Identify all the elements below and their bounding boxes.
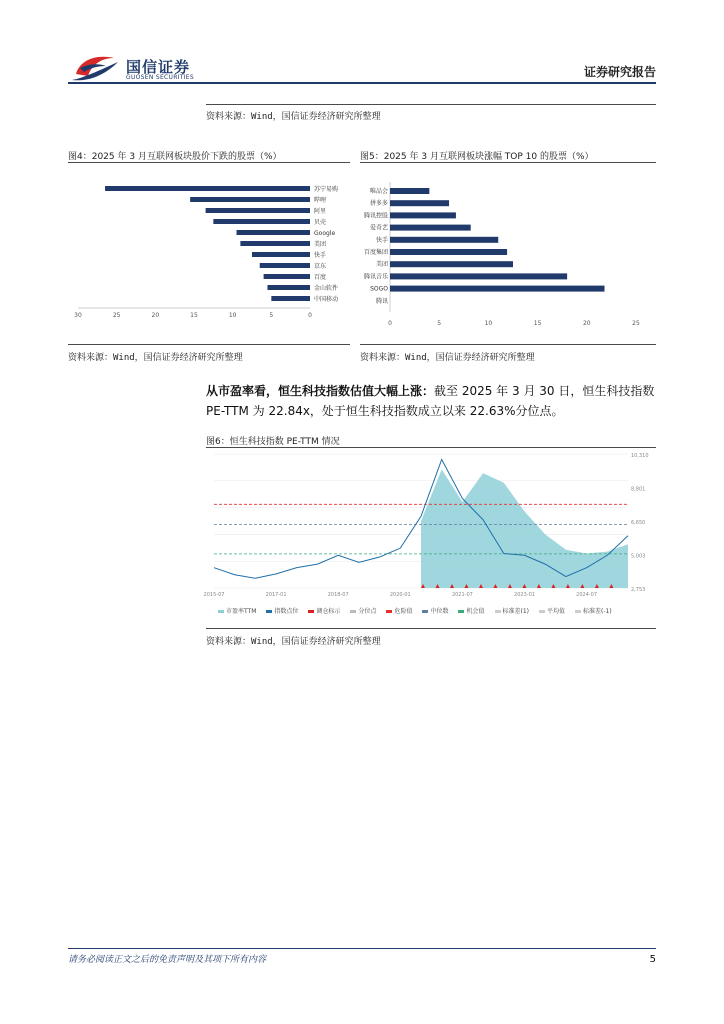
category-label: 腾讯音乐 <box>363 273 388 281</box>
bar <box>390 225 471 231</box>
legend-label: 危险值 <box>394 608 413 615</box>
tick-label: 10,310 <box>631 453 649 459</box>
legend-swatch <box>386 610 392 613</box>
tick-label: 2023-01 <box>514 592 535 598</box>
legend-item <box>218 608 256 615</box>
brand-name: 国信证券 <box>126 58 191 76</box>
legend-label: 中位数 <box>430 608 449 615</box>
legend-label: 市盈率TTM <box>226 608 257 615</box>
category-label: 美团 <box>375 261 388 269</box>
legend-item <box>539 608 565 615</box>
category-label: 唯品会 <box>369 188 388 195</box>
category-label: 快手 <box>314 252 327 259</box>
category-label: 拼多多 <box>369 200 388 208</box>
legend-swatch <box>575 610 581 613</box>
tick-label: 0 <box>388 320 392 327</box>
tick-label: 20 <box>582 320 591 327</box>
legend-swatch <box>422 610 428 613</box>
disclaimer: 请务必阅读正文之后的免责声明及其项下所有内容 <box>68 955 267 965</box>
divider <box>206 447 656 448</box>
category-label: 腾讯控股 <box>363 212 388 220</box>
tick-label: 8,801 <box>631 486 646 493</box>
legend-label: 标准差(1) <box>502 608 529 615</box>
divider <box>360 162 656 163</box>
bar <box>252 252 310 257</box>
bar <box>390 212 456 218</box>
bar <box>260 263 310 268</box>
legend-item <box>386 608 412 615</box>
figure-4-source: 资料来源：Wind，国信证券经济研究所整理 <box>68 353 243 363</box>
figure-4-chart <box>68 180 350 322</box>
tick-label: 6,650 <box>631 520 646 526</box>
category-label: 中国移动 <box>314 296 339 303</box>
tick-label: 2017-01 <box>265 592 287 598</box>
legend-item <box>308 608 340 615</box>
legend-swatch <box>495 610 501 613</box>
category-label: 爱奇艺 <box>369 224 388 232</box>
tick-label: 2021-07 <box>451 592 473 598</box>
legend-label: 机会值 <box>466 608 485 615</box>
category-label: 苏宁易购 <box>314 186 339 193</box>
tick-label: 15 <box>190 312 198 319</box>
divider <box>360 344 656 345</box>
legend-item <box>495 608 530 615</box>
legend-item <box>422 608 448 615</box>
legend-swatch <box>308 610 314 613</box>
figure-6-legend <box>218 606 622 615</box>
bar <box>267 285 310 290</box>
category-label: 贝壳 <box>314 219 327 226</box>
legend-swatch <box>458 610 464 613</box>
category-label: 阿里 <box>314 208 327 215</box>
header-divider <box>68 82 656 84</box>
category-label: 美团 <box>314 241 327 248</box>
legend-swatch <box>266 610 272 613</box>
bar <box>213 219 310 224</box>
bar <box>390 261 513 267</box>
figure-5-source: 资料来源：Wind，国信证券经济研究所整理 <box>360 353 535 363</box>
legend-item <box>350 608 376 615</box>
tick-label: 5 <box>437 320 442 327</box>
divider <box>206 628 656 629</box>
body-paragraph <box>206 381 656 421</box>
category-label: 快手 <box>375 236 388 244</box>
tick-label: 2024-07 <box>576 592 598 598</box>
category-label: 百度 <box>314 274 327 281</box>
category-label: 百度集团 <box>363 249 388 256</box>
tick-label: 10 <box>484 320 493 327</box>
divider <box>68 344 350 345</box>
bar <box>390 249 507 255</box>
bar <box>237 230 310 235</box>
bar <box>390 188 429 194</box>
bar <box>390 273 567 279</box>
legend-swatch <box>539 610 545 613</box>
bar <box>271 296 310 301</box>
tick-label: 30 <box>74 312 82 319</box>
footer-divider <box>68 948 656 949</box>
tick-label: 25 <box>112 312 121 319</box>
source-note: 资料来源：Wind，国信证券经济研究所整理 <box>206 112 381 122</box>
divider <box>206 104 656 105</box>
bar <box>390 286 605 292</box>
brand-subtitle: GUOSEN SECURITIES <box>126 74 195 81</box>
tick-label: 2020-01 <box>389 592 411 598</box>
legend-swatch <box>350 610 356 613</box>
legend-label: 调仓标示 <box>316 608 341 615</box>
figure-6-source: 资料来源：Wind，国信证券经济研究所整理 <box>206 637 381 647</box>
legend-label: 平均值 <box>547 608 566 615</box>
category-label: 京东 <box>314 263 327 270</box>
divider <box>68 162 350 163</box>
tick-label: 2018-07 <box>327 592 349 598</box>
report-type-label: 证券研究报告 <box>583 65 656 79</box>
figure-6-title: 图6：恒生科技指数 PE-TTM 情况 <box>206 437 340 447</box>
legend-label: 指数点位 <box>274 608 299 615</box>
bar <box>390 237 498 243</box>
category-label: 哔哩 <box>314 197 327 204</box>
legend-item <box>458 608 484 615</box>
figure-5-chart <box>360 180 650 330</box>
bar <box>206 208 310 213</box>
pe-ttm-area <box>421 469 628 588</box>
legend-swatch <box>218 610 224 613</box>
bar <box>105 186 310 191</box>
legend-item <box>266 608 298 615</box>
tick-label: 20 <box>151 312 160 319</box>
legend-label: 标准差(-1) <box>583 608 612 615</box>
category-label: Google <box>314 230 336 237</box>
tick-label: 2015-07 <box>203 592 225 598</box>
category-label: 腾讯 <box>375 297 388 305</box>
page-number: 5 <box>649 954 656 965</box>
tick-label: 0 <box>308 312 312 319</box>
figure-5-title: 图5：2025 年 3 月互联网板块涨幅 TOP 10 的股票（%） <box>360 152 594 162</box>
bar <box>264 274 310 279</box>
paragraph-lead: 从市盈率看，恒生科技指数估值大幅上涨： <box>206 384 435 398</box>
figure-4-title: 图4：2025 年 3 月互联网板块股价下跌的股票（%） <box>68 152 282 162</box>
tick-label: 2,753 <box>631 587 646 593</box>
bar <box>240 241 310 246</box>
category-label: 金山软件 <box>314 285 339 292</box>
paragraph-text: 截至 2025 年 3 月 30 日，恒生科技指数 PE-TTM 为 22.84x，处于恒生科技指数成立以来 22.63%分位点。 <box>206 384 655 418</box>
guosen-logo-icon <box>70 50 122 84</box>
bar <box>190 197 310 202</box>
tick-label: 25 <box>632 320 640 327</box>
tick-label: 5,003 <box>631 553 646 560</box>
figure-6-chart <box>203 450 654 600</box>
tick-label: 15 <box>533 320 542 327</box>
category-label: SOGO <box>370 285 388 293</box>
bar <box>390 200 449 206</box>
legend-item <box>575 608 612 615</box>
legend-label: 分位点 <box>358 608 377 615</box>
tick-label: 10 <box>228 312 237 319</box>
tick-label: 5 <box>269 312 274 319</box>
